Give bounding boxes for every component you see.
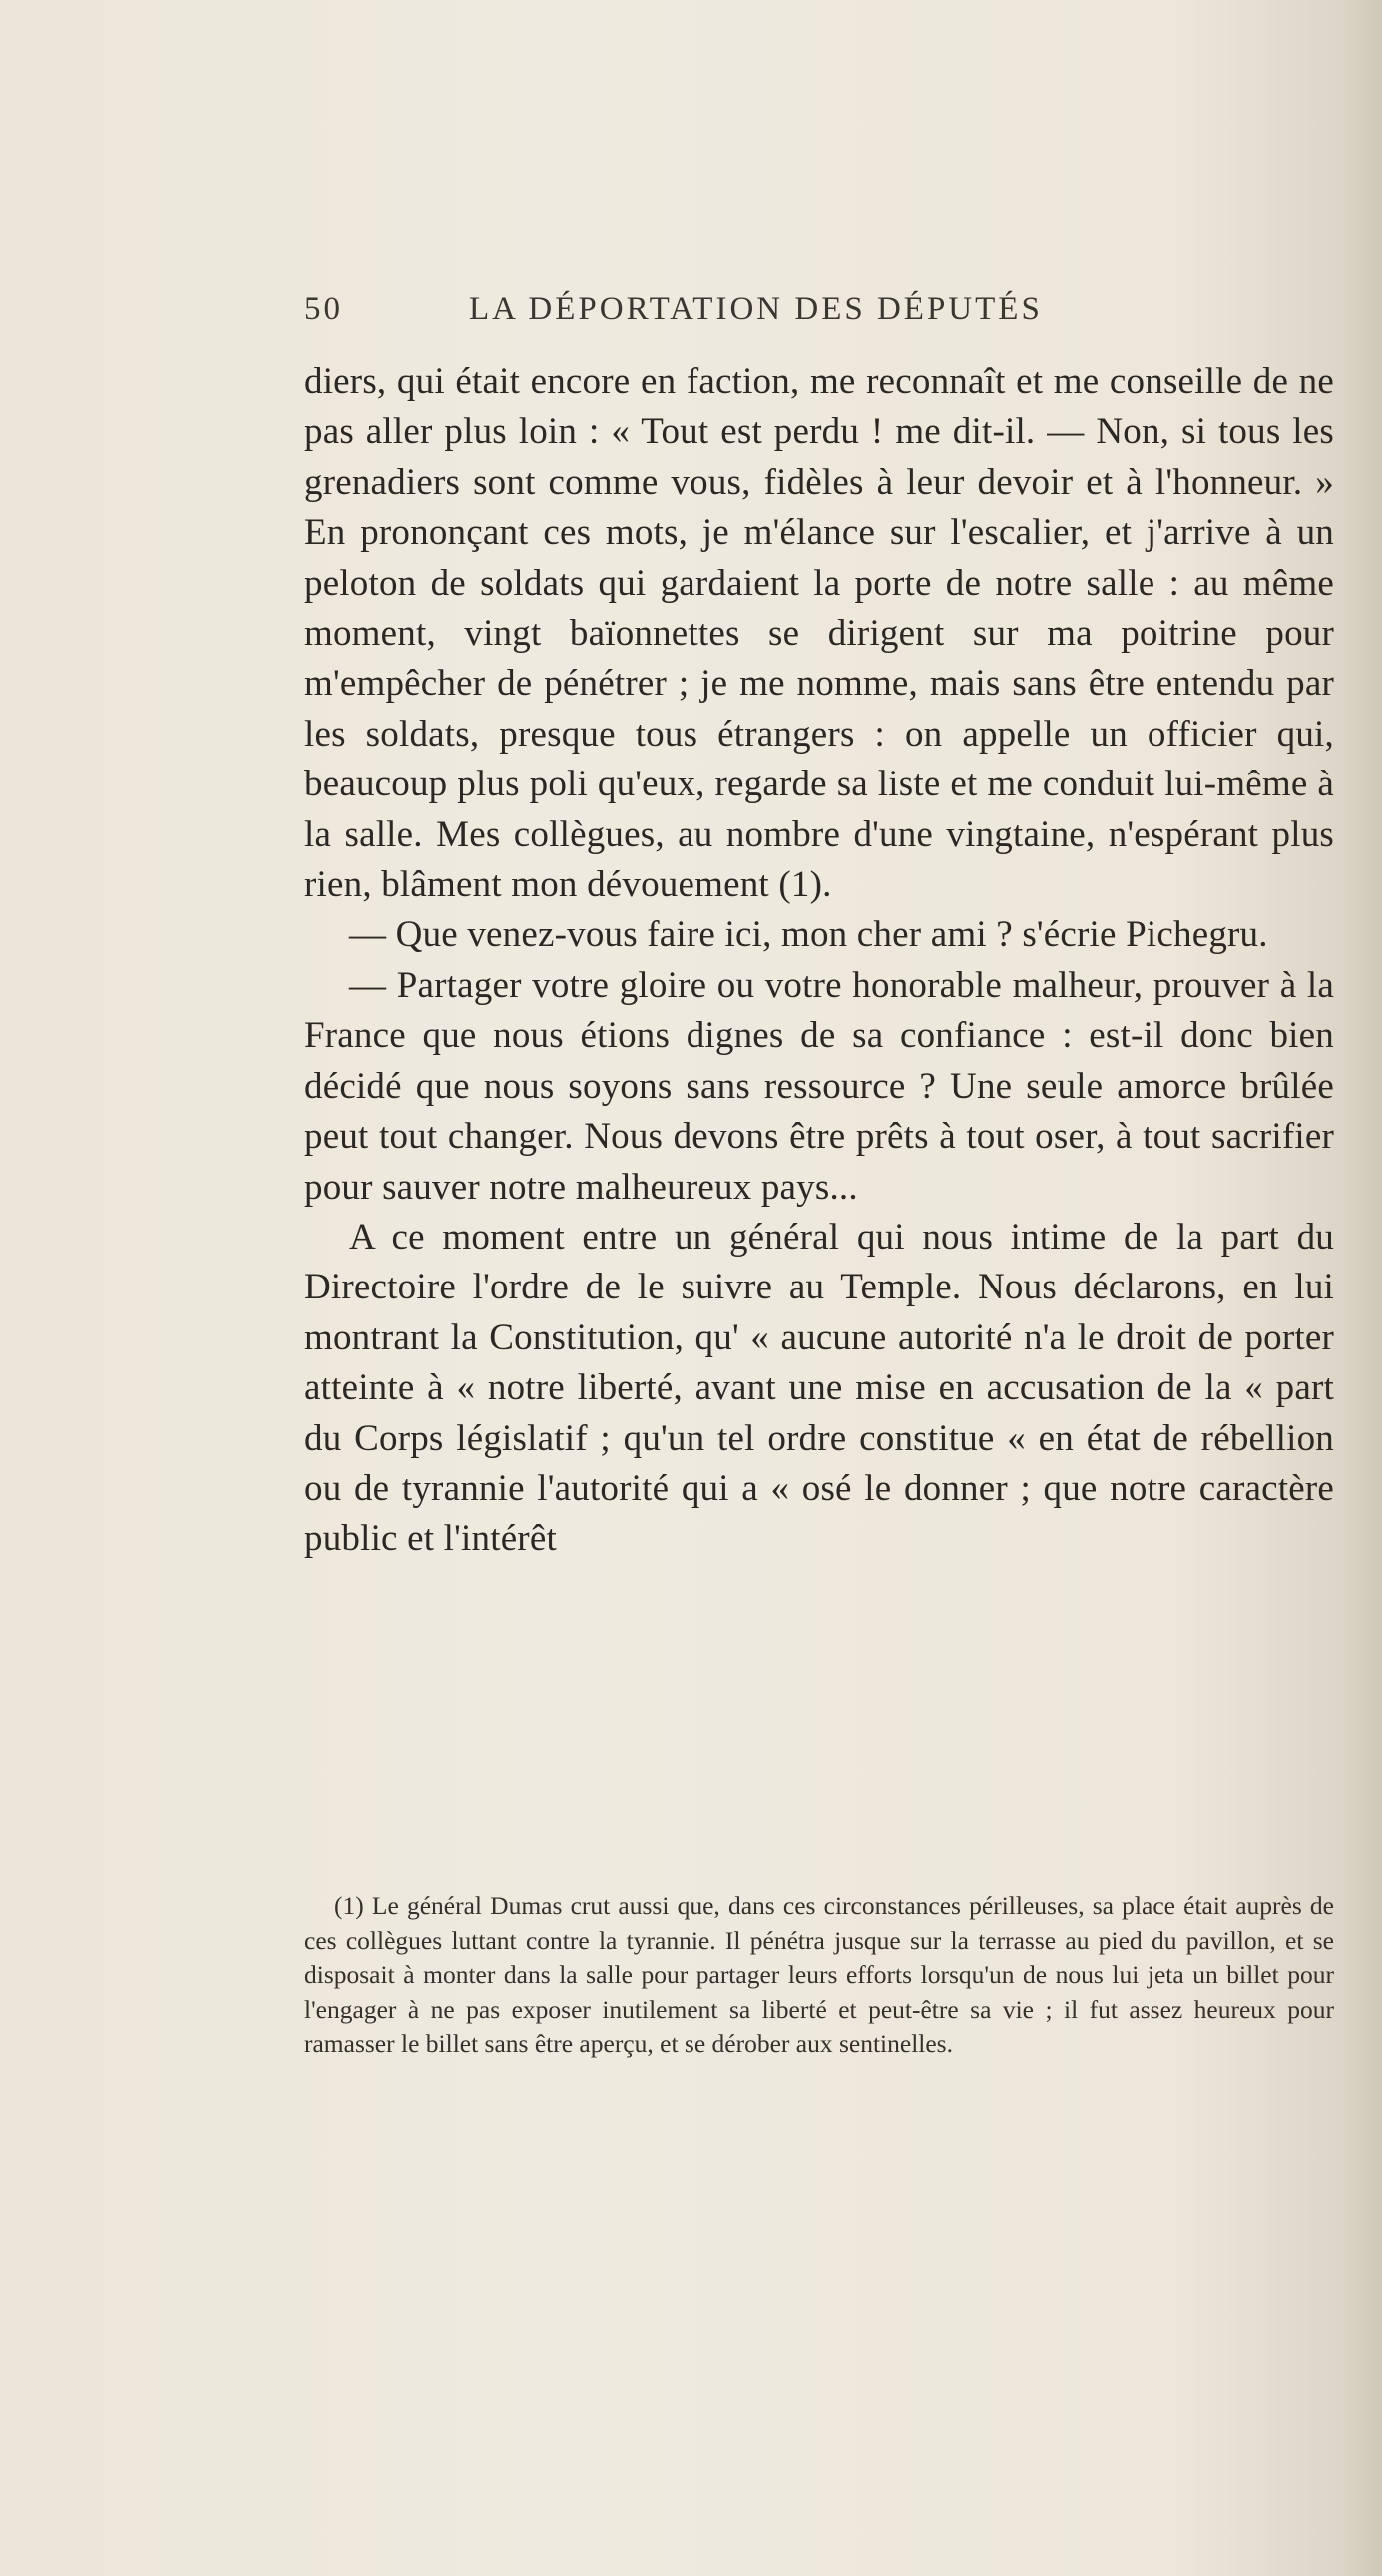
footnote	[304, 1889, 1334, 2062]
main-text	[304, 357, 1334, 1565]
running-head	[304, 291, 1342, 341]
page-number: 50	[304, 291, 343, 327]
paragraph-3: — Partager votre gloire ou votre honorable malheur, prouver à la France que nous étions dignes de sa confiance : est-il donc bien décidé que nous soyons sans ressource ? Une seule amorce brûlée peut tout changer. Nous devons être prêts à tout oser, à tout sacrifier pour sauver notre malheureux pays...	[304, 964, 1334, 1208]
running-title: LA DÉPORTATION DES DÉPUTÉS	[469, 291, 1043, 327]
footnote-text: (1) Le général Dumas crut aussi que, dans ces circonstances périlleuses, sa place était auprès de ces collègues luttant contre la tyrannie. Il pénétra jusque sur la terrasse au pied du pavillon, et se disposait à monter dans la salle pour partager leurs efforts lorsqu'un de nous lui jeta un billet pour l'engager à ne pas exposer inutilement sa liberté et peut-être sa vie ; il fut assez heureux pour ramasser le billet sans être aperçu, et se dérober aux sentinelles.	[304, 1891, 1334, 2059]
paragraph-2: — Que venez-vous faire ici, mon cher ami ? s'écrie Pichegru.	[349, 914, 1268, 956]
paragraph-4: A ce moment entre un général qui nous intime de la part du Directoire l'ordre de le suivre au Temple. Nous déclarons, en lui montrant la Constitution, qu' « aucune autorité n'a le droit de porter atteinte à « notre liberté, avant une mise en accusation de la « part du Corps législatif ; qu'un tel ordre constitue « en état de rébellion ou de tyrannie l'autorité qui a « osé le donner ; que notre caractère public et l'intérêt	[304, 1216, 1334, 1560]
paragraph-1: diers, qui était encore en faction, me reconnaît et me conseille de ne pas aller plus loin : « Tout est perdu ! me dit-il. — Non, si tous les grenadiers sont comme vous, fidèles à leur devoir et à l'honneur. » En prononçant ces mots, je m'élance sur l'escalier, et j'arrive à un peloton de soldats qui gardaient la porte de notre salle : au même moment, vingt baïonnettes se dirigent sur ma poitrine pour m'empêcher de pénétrer ; je me nomme, mais sans être entendu par les soldats, presque tous étrangers : on appelle un officier qui, beaucoup plus poli qu'eux, regarde sa liste et me conduit lui-même à la salle. Mes collègues, au nombre d'une vingtaine, n'espérant plus rien, blâment mon dévouement (1).	[304, 361, 1334, 906]
